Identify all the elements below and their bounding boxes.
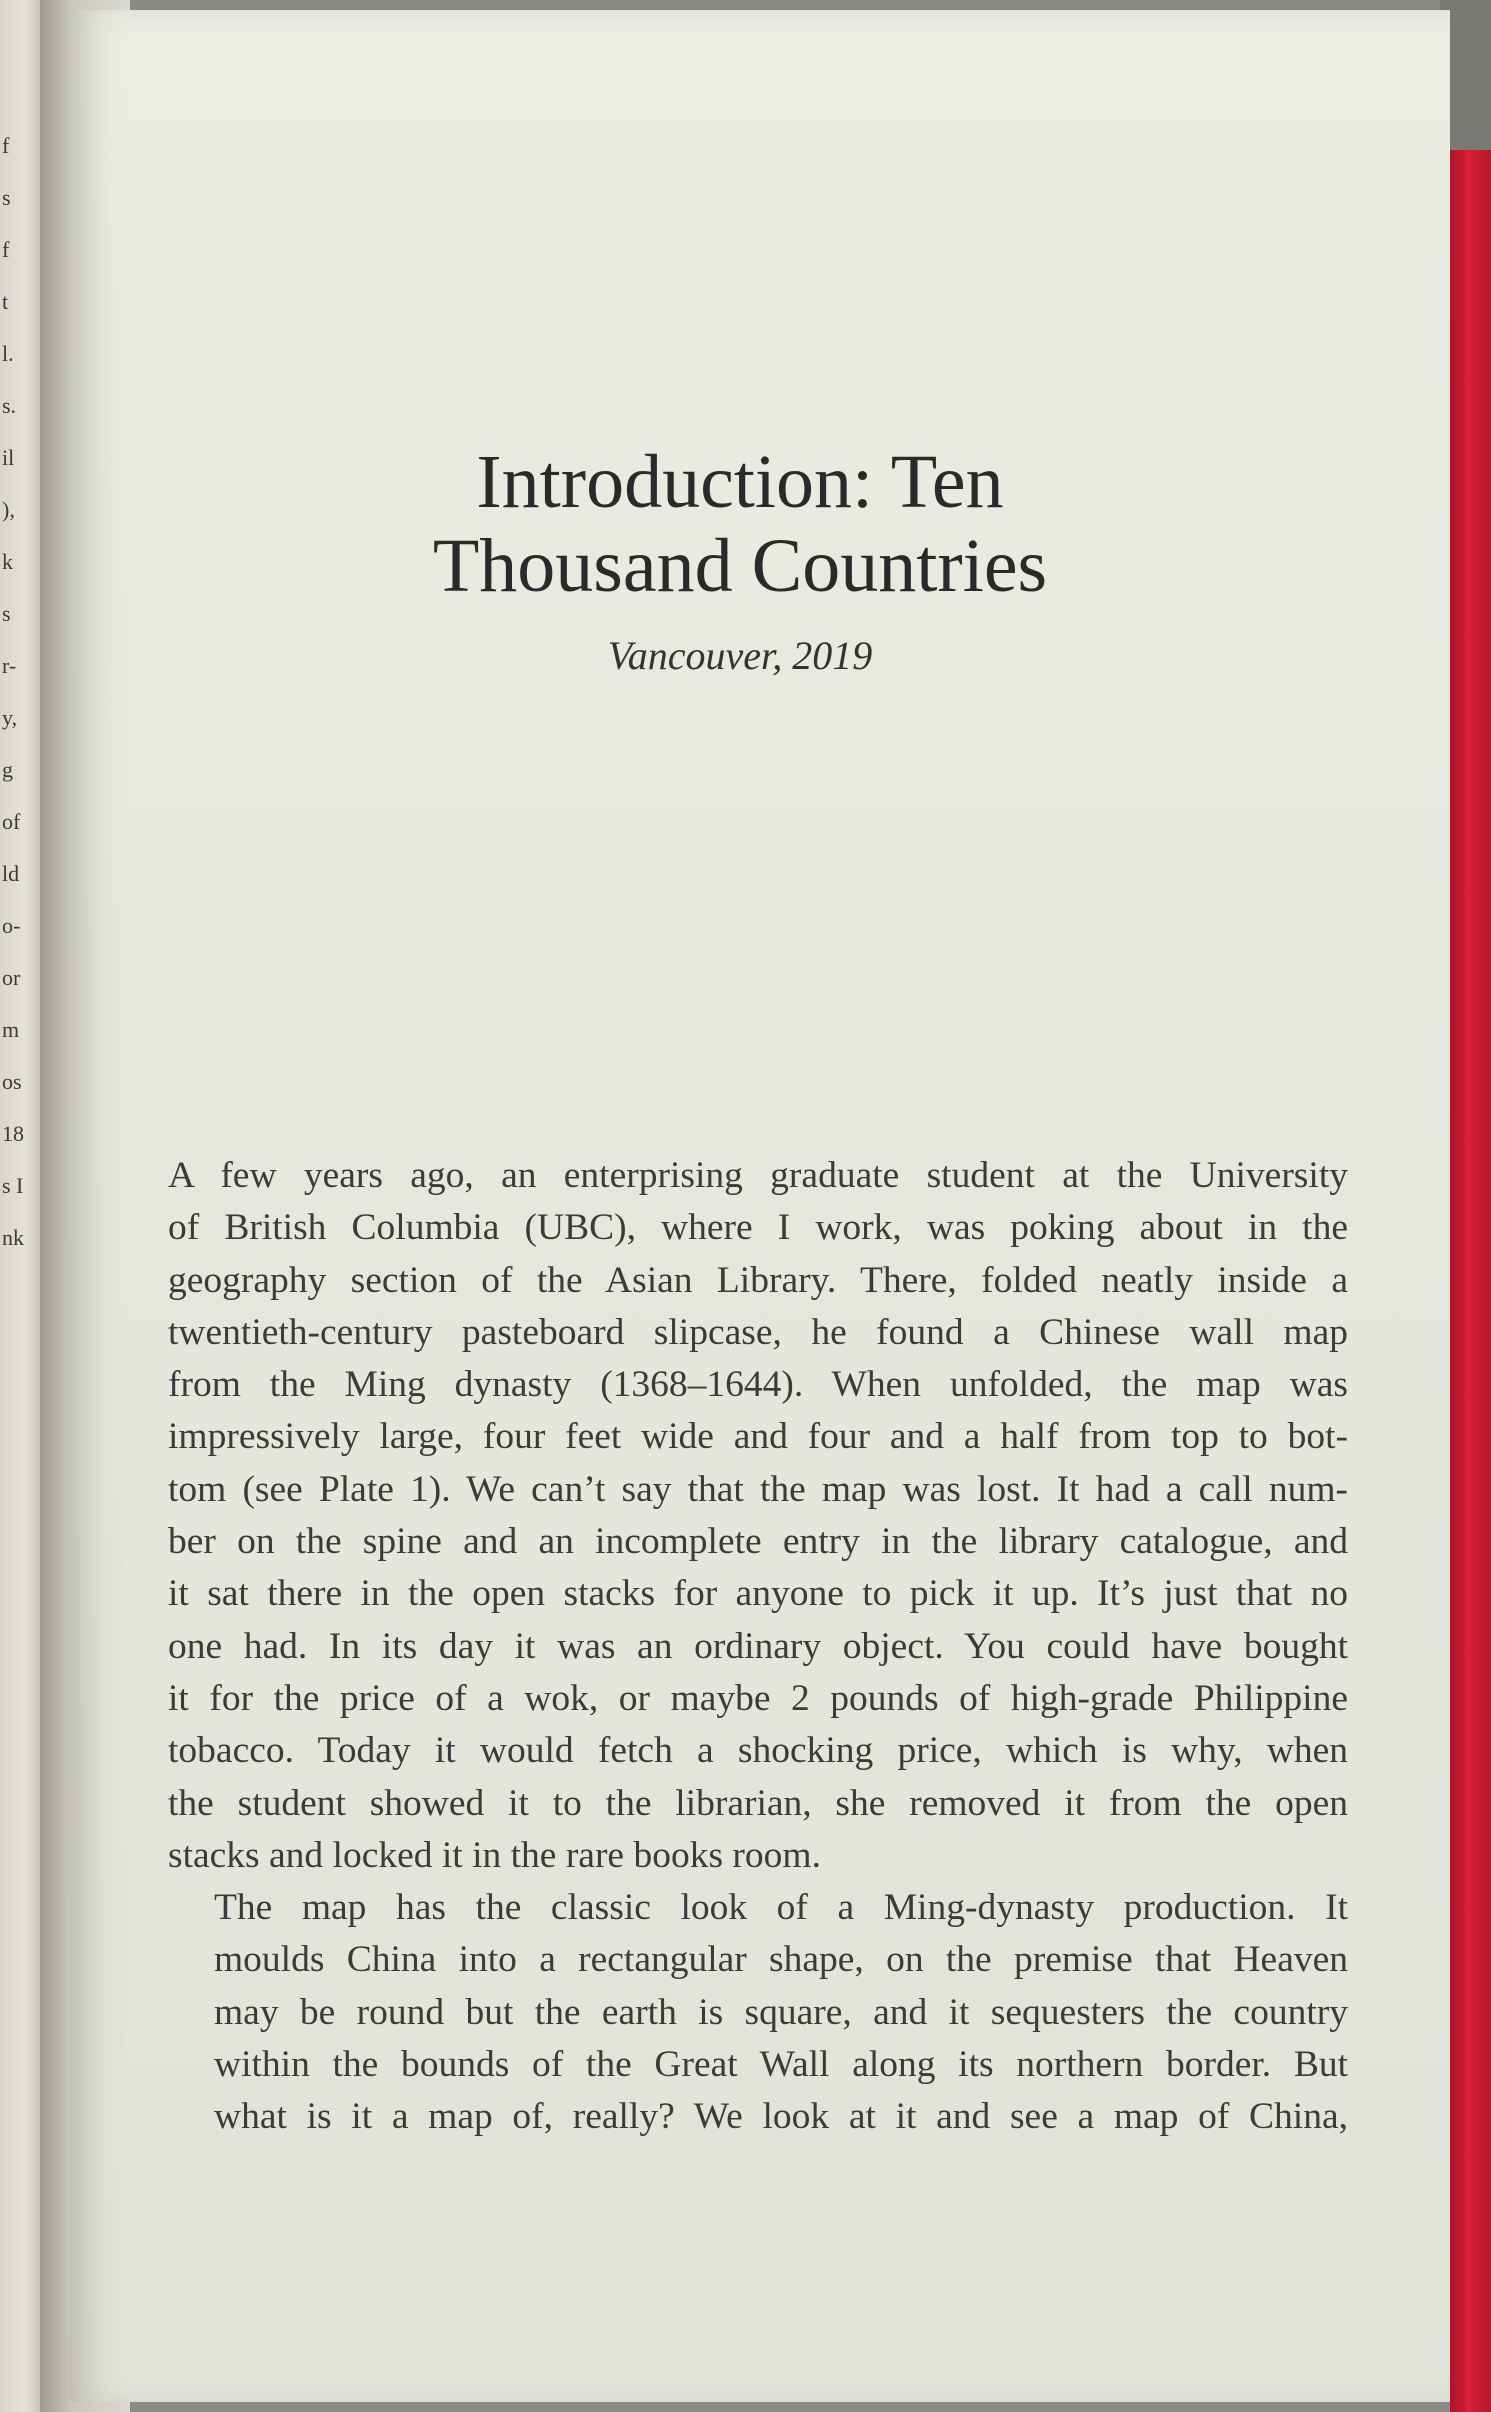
text-line: tom (see Plate 1). We can’t say that the map was lost. It had a call num- (168, 1468, 1348, 1510)
previous-page-fragment: nk (2, 1225, 24, 1250)
previous-page-fragment: f (2, 237, 10, 262)
previous-page-fragment: of (2, 809, 21, 834)
previous-page-fragment: or (2, 965, 21, 990)
text-line: within the bounds of the Great Wall along its northern border. But (214, 2044, 1348, 2086)
previous-page-fragment: ), (2, 497, 15, 522)
previous-page-fragment: ld (2, 861, 20, 886)
text-line: The map has the classic look of a Ming-dynasty production. It (214, 1887, 1348, 1929)
chapter-title-line-2: Thousand Countries (432, 524, 1048, 608)
text-line: from the Ming dynasty (1368–1644). When unfolded, the map was (168, 1364, 1348, 1406)
text-line: it for the price of a wok, or maybe 2 pounds of high-grade Philippine (168, 1677, 1348, 1719)
previous-page-fragment: 18 (2, 1121, 24, 1146)
text-line: tobacco. Today it would fetch a shocking price, which is why, when (168, 1730, 1348, 1772)
text-line: of British Columbia (UBC), where I work, was poking about in the (168, 1207, 1348, 1249)
previous-page-fragment: y, (2, 705, 18, 730)
paragraph-1 (168, 1150, 1348, 1882)
text-line: one had. In its day it was an ordinary object. You could have bought (168, 1625, 1348, 1667)
text-line: it sat there in the open stacks for anyone to pick it up. It’s just that no (168, 1573, 1348, 1615)
previous-page-fragments (0, 120, 40, 1264)
text-line: twentieth-century pasteboard slipcase, he found a Chinese wall map (168, 1311, 1348, 1353)
text-line: may be round but the earth is square, and it sequesters the country (214, 1991, 1348, 2033)
text-line: A few years ago, an enterprising graduate student at the University (168, 1155, 1348, 1196)
previous-page-fragment: r- (2, 653, 17, 678)
previous-page-fragment: f (2, 133, 10, 158)
text-line: the student showed it to the librarian, she removed it from the open (168, 1782, 1348, 1824)
previous-page-fragment: l. (2, 341, 14, 366)
previous-page-fragment: il (2, 445, 15, 470)
previous-page-fragment: m (2, 1017, 20, 1042)
chapter-title (70, 440, 1410, 608)
red-cover-edge (1450, 150, 1491, 2412)
chapter-subtitle: Vancouver, 2019 (607, 633, 873, 678)
previous-page-fragment: g (2, 757, 13, 782)
text-line: ber on the spine and an incomplete entry in the library catalogue, and (168, 1521, 1348, 1563)
previous-page-fragment: k (2, 549, 13, 574)
text-line: stacks and locked it in the rare books room. (168, 1834, 821, 1876)
text-line: what is it a map of, really? We look at it and see a map of China, (214, 2096, 1348, 2138)
book-page (70, 10, 1450, 2402)
previous-page-fragment: os (2, 1069, 22, 1094)
text-line: impressively large, four feet wide and four and a half from top to bot- (168, 1416, 1348, 1458)
previous-page-fragment: s. (2, 393, 17, 418)
text-line: geography section of the Asian Library. There, folded neatly inside a (168, 1259, 1348, 1301)
chapter-title-line-1: Introduction: Ten (476, 440, 1004, 524)
previous-page-fragment: t (2, 289, 9, 314)
previous-page-fragment: s (2, 601, 11, 626)
previous-page-fragment: o- (2, 913, 21, 938)
previous-page-fragment: s I (2, 1173, 24, 1198)
paragraph-2 (168, 1882, 1348, 2143)
body-text (168, 1150, 1348, 2144)
previous-page-fragment: s (2, 185, 11, 210)
text-line: moulds China into a rectangular shape, on the premise that Heaven (214, 1939, 1348, 1981)
